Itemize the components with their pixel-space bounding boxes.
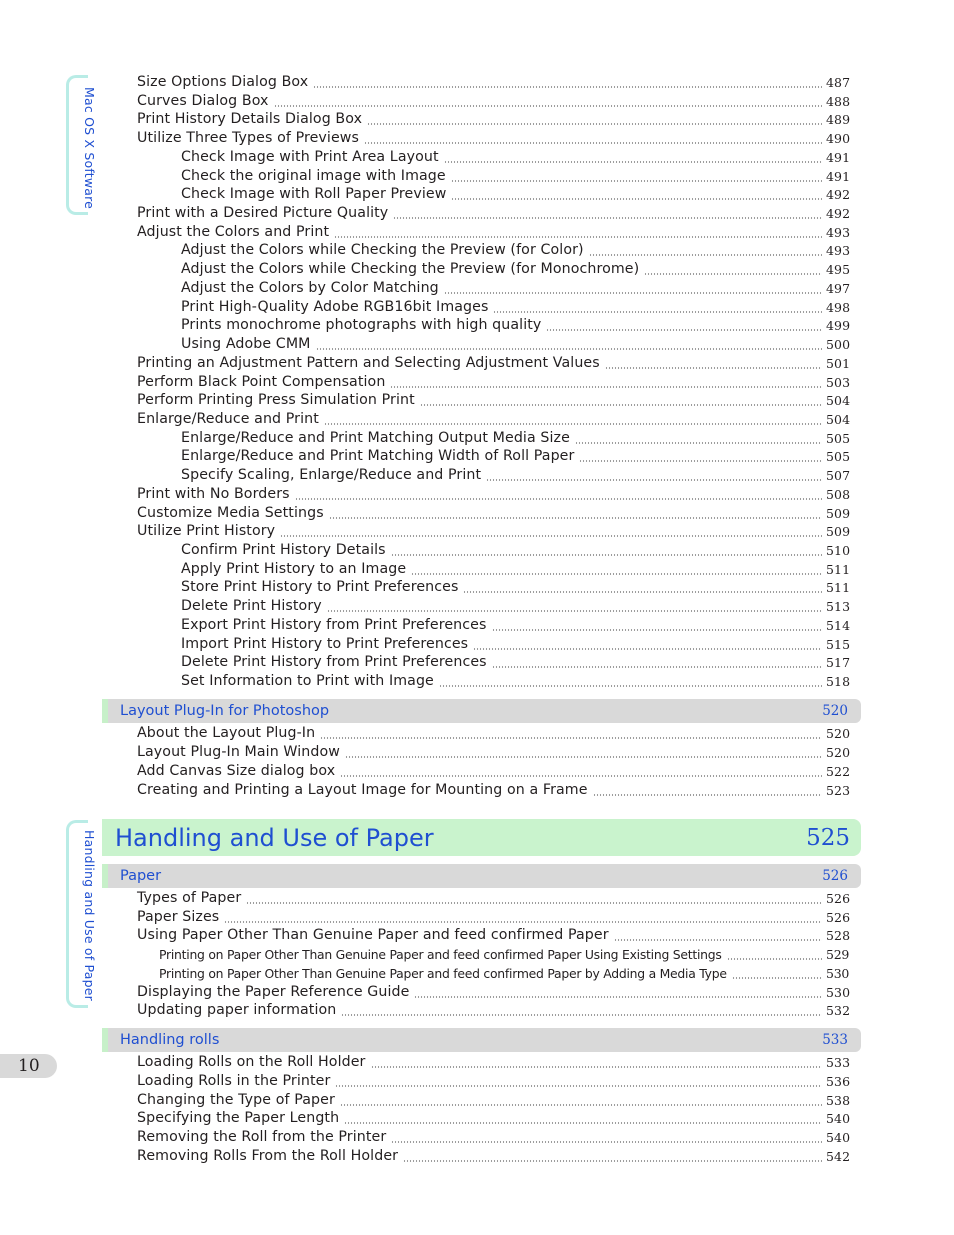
toc-entry[interactable] [137, 1109, 851, 1128]
toc-entry-title: Enlarge/Reduce and Print [137, 410, 319, 427]
toc-entry-page: 493 [826, 224, 851, 240]
dot-leader [334, 236, 822, 238]
toc-entry-page: 523 [826, 782, 851, 798]
section-page: 520 [822, 703, 848, 719]
toc-entry-page: 538 [826, 1092, 851, 1108]
toc-entry-title: Loading Rolls on the Roll Holder [137, 1054, 366, 1070]
toc-entry[interactable] [137, 73, 851, 92]
toc-entry-page: 500 [826, 337, 851, 353]
toc-entry[interactable] [181, 672, 851, 691]
toc-entry-page: 505 [826, 449, 851, 465]
toc-entry-page: 532 [826, 1003, 851, 1019]
toc-entry-title: Paper Sizes [137, 908, 220, 925]
toc-entry[interactable] [137, 129, 851, 148]
section-page: 533 [822, 1032, 848, 1048]
dot-leader [575, 442, 822, 444]
toc-entry-page: 492 [826, 187, 851, 203]
dot-leader [451, 198, 822, 200]
dot-leader [371, 1066, 823, 1068]
toc-entry[interactable] [181, 316, 851, 335]
toc-entry[interactable] [137, 223, 851, 242]
dot-leader [492, 629, 823, 631]
dot-leader [367, 123, 822, 125]
toc-entry-title: Displaying the Paper Reference Guide [137, 983, 410, 1000]
toc-entry-title: Creating and Printing a Layout Image for Mounting on a Frame [137, 781, 588, 798]
toc-entry[interactable] [137, 743, 851, 762]
toc-entry-title: Enlarge/Reduce and Print Matching Output Media Size [181, 429, 570, 446]
toc-entry-page: 507 [826, 468, 851, 484]
toc-entry[interactable] [137, 1147, 851, 1166]
toc-entry-title: Updating paper information [137, 1002, 337, 1019]
toc-entry[interactable] [137, 204, 851, 223]
toc-entry-page: 522 [826, 763, 851, 779]
toc-entry[interactable] [137, 1053, 851, 1072]
toc-entry[interactable] [181, 560, 851, 579]
toc-entry[interactable] [181, 185, 851, 204]
toc-entry[interactable] [181, 167, 851, 186]
toc-entry-title: Loading Rolls in the Printer [137, 1072, 331, 1089]
dot-leader [329, 517, 822, 519]
section-title: Layout Plug-In for Photoshop [120, 703, 330, 719]
toc-entry-page: 504 [826, 393, 851, 409]
toc-entry-title: Size Options Dialog Box [137, 74, 309, 90]
dot-leader [546, 329, 822, 331]
toc-entry-title: Perform Printing Press Simulation Print [137, 392, 415, 409]
section-paper[interactable] [102, 864, 861, 888]
toc-entry-page: 505 [826, 430, 851, 446]
toc-entry-page: 489 [826, 112, 851, 128]
toc-entry-page: 528 [826, 928, 851, 944]
toc-entry[interactable] [137, 908, 851, 927]
toc-entry-page: 487 [826, 75, 851, 90]
toc-entry[interactable] [181, 541, 851, 560]
toc-entry-page: 501 [826, 355, 851, 371]
toc-entry[interactable] [137, 762, 851, 781]
toc-entry-title: Printing on Paper Other Than Genuine Paper and feed confirmed Paper by Adding a Media Type [159, 965, 727, 981]
toc-entry-title: Print with a Desired Picture Quality [137, 205, 389, 222]
dot-leader [324, 423, 822, 425]
toc-entry[interactable] [181, 335, 851, 354]
toc-entry-title: Utilize Three Types of Previews [137, 130, 359, 147]
toc-entry-page: 520 [826, 744, 851, 760]
toc-entry[interactable] [181, 279, 851, 298]
toc-entry[interactable] [181, 241, 851, 260]
dot-leader [364, 142, 822, 144]
toc-entry-title: Changing the Type of Paper [137, 1091, 335, 1108]
toc-entry-title: About the Layout Plug-In [137, 725, 316, 741]
dot-leader [340, 1104, 822, 1106]
dot-leader [732, 977, 822, 979]
toc-entry-title: Printing on Paper Other Than Genuine Paper and feed confirmed Paper Using Existing Settings [159, 947, 722, 963]
toc-entry-page: 536 [826, 1073, 851, 1089]
toc-entry-page: 526 [826, 909, 851, 925]
toc-entry-page: 514 [826, 617, 851, 633]
toc-entry-title: Customize Media Settings [137, 504, 324, 521]
toc-entry[interactable] [137, 485, 851, 504]
chapter-handling-paper[interactable] [102, 819, 861, 856]
dot-leader [463, 591, 822, 593]
dot-leader [391, 554, 822, 556]
toc-entry-title: Confirm Print History Details [181, 542, 386, 558]
toc-entry-title: Prints monochrome photographs with high quality [181, 317, 542, 334]
dot-leader [727, 958, 822, 960]
toc-entry[interactable] [137, 983, 851, 1002]
toc-entry-page: 509 [826, 524, 851, 540]
dot-leader [390, 386, 822, 388]
toc-entry-title: Delete Print History from Print Preferences [181, 654, 487, 671]
toc-entry-page: 540 [826, 1130, 851, 1146]
toc-entry-title: Check Image with Print Area Layout [181, 148, 439, 165]
dot-leader [473, 648, 822, 650]
toc-entry-title: Removing the Roll from the Printer [137, 1129, 387, 1146]
toc-entry-page: 526 [826, 891, 851, 906]
dot-leader [224, 921, 822, 923]
dot-leader [605, 367, 822, 369]
toc-entry-page: 488 [826, 93, 851, 109]
toc-entry[interactable] [159, 945, 848, 964]
toc-entry-title: Check the original image with Image [181, 167, 446, 184]
toc-entry-title: Removing Rolls From the Roll Holder [137, 1148, 399, 1164]
dot-leader [493, 311, 822, 313]
dot-leader [316, 348, 823, 350]
dot-leader [411, 573, 822, 575]
toc-entry-title: Enlarge/Reduce and Print Matching Width of Roll Paper [181, 448, 575, 465]
toc-entry-page: 490 [826, 131, 851, 147]
dot-leader [340, 775, 822, 777]
toc-entry-page: 492 [826, 206, 851, 222]
toc-entry-title: Utilize Print History [137, 523, 276, 540]
dot-leader [593, 794, 822, 796]
toc-entry[interactable] [181, 148, 851, 167]
toc-entry[interactable] [137, 373, 851, 392]
toc-entry-page: 495 [826, 262, 851, 278]
toc-entry-title: Types of Paper [137, 890, 242, 906]
toc-entry[interactable] [181, 298, 851, 317]
toc-entry[interactable] [137, 1001, 851, 1020]
toc-entry[interactable] [137, 926, 851, 945]
page-number: 10 [0, 1054, 57, 1078]
dot-leader [313, 86, 822, 88]
dot-leader [420, 404, 822, 406]
toc-entry-page: 533 [826, 1055, 851, 1070]
toc-entry-page: 540 [826, 1111, 851, 1127]
dot-leader [327, 610, 822, 612]
toc-entry[interactable] [137, 889, 851, 908]
section-handling-rolls[interactable] [102, 1028, 861, 1052]
toc-entry-title: Using Paper Other Than Genuine Paper and feed confirmed Paper [137, 927, 609, 944]
toc-entry-page: 529 [826, 947, 850, 963]
toc-entry-page: 493 [826, 243, 851, 259]
toc-entry-title: Apply Print History to an Image [181, 560, 407, 577]
dot-leader [274, 105, 822, 107]
toc-entry-page: 509 [826, 505, 851, 521]
toc-entry[interactable] [137, 354, 851, 373]
dot-leader [391, 1141, 822, 1143]
toc-entry-title: Printing an Adjustment Pattern and Selecting Adjustment Values [137, 354, 600, 371]
section-page: 526 [822, 868, 848, 884]
dot-leader [246, 902, 822, 904]
toc-entry-title: Adjust the Colors by Color Matching [181, 279, 439, 296]
section-title: Paper [120, 868, 162, 884]
toc-entry-page: 503 [826, 374, 851, 390]
side-tab-mac-os-x-label: Mac OS X Software [82, 87, 97, 210]
toc-entry[interactable] [137, 1128, 851, 1147]
toc-entry[interactable] [137, 410, 851, 429]
toc-entry-page: 510 [826, 543, 851, 558]
toc-entry-title: Specifying the Paper Length [137, 1110, 340, 1127]
toc-entry-page: 508 [826, 486, 851, 502]
toc-entry-page: 491 [826, 149, 851, 165]
toc-entry[interactable] [137, 724, 851, 743]
toc-entry[interactable] [159, 964, 848, 983]
toc-entry[interactable] [181, 260, 851, 279]
toc-entry-title: Import Print History to Print Preferences [181, 635, 469, 652]
toc-entry[interactable] [181, 466, 851, 485]
toc-entry-title: Set Information to Print with Image [181, 673, 434, 690]
dot-leader [644, 273, 822, 275]
chapter-page: 525 [806, 824, 850, 851]
toc-entry-page: 530 [826, 965, 850, 981]
toc-entry[interactable] [181, 597, 851, 616]
dot-leader [614, 939, 822, 941]
toc-entry-title: Curves Dialog Box [137, 92, 269, 109]
toc-entry-title: Add Canvas Size dialog box [137, 762, 336, 779]
dot-leader [439, 685, 822, 687]
section-title: Handling rolls [120, 1032, 220, 1048]
toc-entry[interactable] [181, 616, 851, 635]
dot-leader [451, 180, 822, 182]
toc-entry-page: 542 [826, 1149, 851, 1164]
toc-entry-title: Print with No Borders [137, 485, 290, 502]
dot-leader [589, 254, 822, 256]
dot-leader [344, 1122, 822, 1124]
dot-leader [444, 292, 822, 294]
dot-leader [393, 217, 822, 219]
toc-entry[interactable] [137, 391, 851, 410]
toc-entry-title: Print High-Quality Adobe RGB16bit Images [181, 298, 489, 315]
toc-entry-title: Using Adobe CMM [181, 336, 311, 353]
dot-leader [335, 1085, 822, 1087]
toc-entry-page: 518 [826, 674, 851, 690]
toc-entry-page: 504 [826, 411, 851, 427]
dot-leader [345, 756, 822, 758]
toc-entry[interactable] [137, 1072, 851, 1091]
dot-leader [295, 498, 822, 500]
toc-entry[interactable] [137, 522, 851, 541]
dot-leader [492, 666, 822, 668]
toc-entry-page: 491 [826, 168, 851, 184]
toc-entry-title: Delete Print History [181, 598, 322, 615]
toc-entry-page: 513 [826, 599, 851, 615]
toc-entry[interactable] [137, 110, 851, 129]
dot-leader [280, 535, 822, 537]
toc-entry[interactable] [137, 781, 851, 800]
dot-leader [579, 460, 822, 462]
side-tab-paper-label: Handling and Use of Paper [82, 830, 97, 1001]
chapter-title: Handling and Use of Paper [115, 823, 434, 852]
toc-entry-title: Print History Details Dialog Box [137, 111, 363, 128]
dot-leader [341, 1014, 822, 1016]
dot-leader [414, 996, 822, 998]
toc-entry-page: 499 [826, 318, 851, 334]
toc-entry-page: 511 [826, 561, 851, 577]
toc-entry[interactable] [181, 635, 851, 654]
toc-entry-page: 517 [826, 655, 851, 671]
toc-entry-page: 515 [826, 636, 851, 652]
toc-entry-title: Specify Scaling, Enlarge/Reduce and Print [181, 467, 482, 484]
dot-leader [444, 161, 822, 163]
toc-entry-title: Check Image with Roll Paper Preview [181, 186, 447, 203]
toc-entry[interactable] [137, 92, 851, 111]
toc-entry-title: Adjust the Colors and Print [137, 223, 330, 240]
toc-entry-page: 520 [826, 726, 851, 741]
toc-entry-page: 530 [826, 984, 851, 1000]
toc-entry-title: Layout Plug-In Main Window [137, 743, 340, 760]
toc-entry[interactable] [181, 447, 851, 466]
toc-entry[interactable] [137, 1091, 851, 1110]
toc-entry-title: Adjust the Colors while Checking the Preview (for Color) [181, 242, 584, 259]
dot-leader [486, 479, 822, 481]
toc-entry-page: 498 [826, 299, 851, 315]
toc-entry-title: Export Print History from Print Preferences [181, 616, 487, 633]
toc-entry[interactable] [181, 653, 851, 672]
dot-leader [403, 1160, 822, 1162]
toc-entry[interactable] [181, 429, 851, 448]
section-layout-plugin[interactable] [102, 699, 861, 723]
toc-entry-title: Store Print History to Print Preferences [181, 579, 459, 596]
toc-entry-page: 497 [826, 280, 851, 296]
toc-entry-page: 511 [826, 580, 851, 596]
dot-leader [320, 737, 822, 739]
toc-entry-title: Perform Black Point Compensation [137, 373, 386, 390]
toc-entry-title: Adjust the Colors while Checking the Preview (for Monochrome) [181, 261, 640, 278]
toc-entry[interactable] [137, 504, 851, 523]
toc-entry[interactable] [181, 578, 851, 597]
